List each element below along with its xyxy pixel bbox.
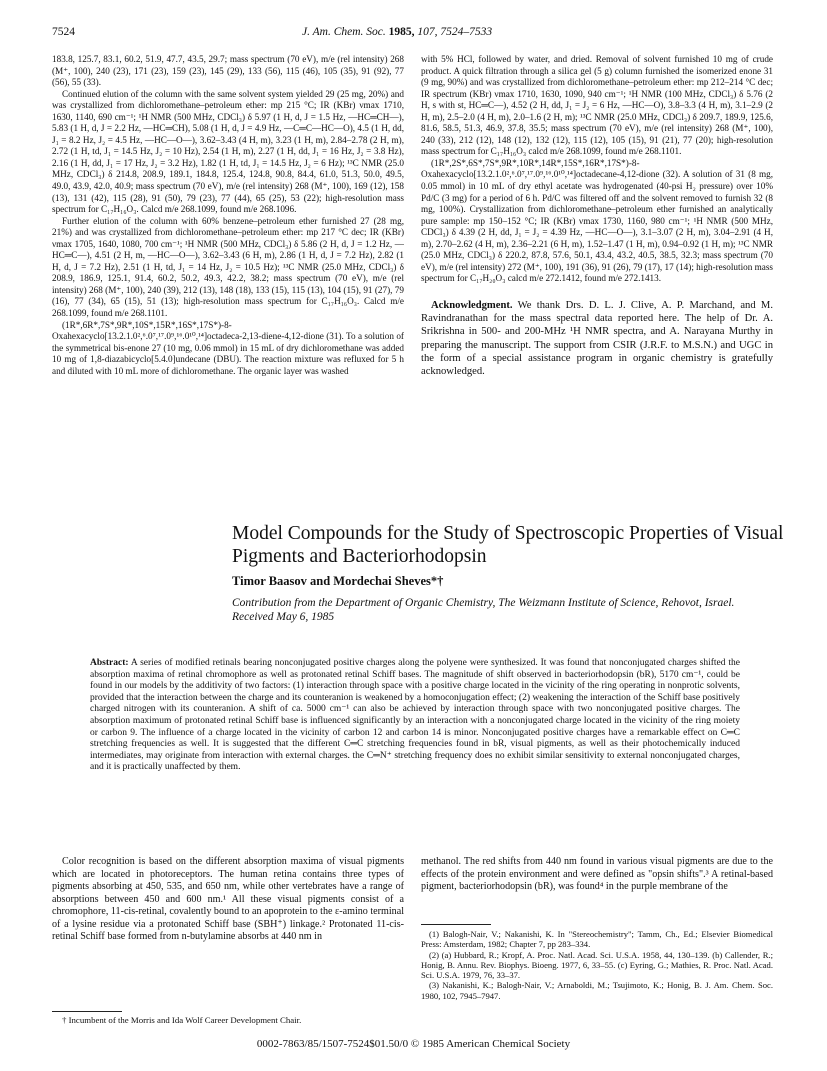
article-affiliation: Contribution from the Department of Organic Chemistry, The Weizmann Institute of Science, Rehovot, Israel. Received May 6, 1985 xyxy=(232,597,735,623)
running-header xyxy=(0,26,827,42)
footnote: † Incumbent of the Morris and Ida Wolf Career Development Chair. xyxy=(62,1015,302,1025)
journal-name: J. Am. Chem. Soc. xyxy=(302,26,386,38)
abstract xyxy=(90,658,740,774)
reference-item: (1) Balogh-Nair, V.; Nakanishi, K. In "Stereochemistry"; Tamm, Ch., Ed.; Elsevier Biomedical Press: Amsterdam, 1982; Chapter 7, pp 283–334. xyxy=(421,929,773,950)
paragraph: (1R*,6R*,7S*,9R*,10S*,15R*,16S*,17S*)-8-Oxahexacyclo[13.2.1.0²,⁶.0⁷,¹⁷.0⁹,¹⁶.0¹⁰,¹⁴]octadeca-2,13-diene-4,12-dione (31). To a solution of the symmetrical bis-enone 27 (10 mg, 0.06 mmol) in 15 mL of dry dichloromethane was added 10 mg of 1,8-diazabicyclo[5.4.0]undecane (DBU). The reaction mixture was refluxed for 5 h and diluted with 10 mL more of dichloromethane. The organic layer was washed xyxy=(52,319,404,376)
paragraph: (1R*,2S*,6S*,7S*,9R*,10R*,14R*,15S*,16R*,17S*)-8-Oxahexacyclo[13.2.1.0²,⁶.0⁷,¹⁷.0⁹,¹⁶.0¹⁰,¹⁴]octadecane-4,12-dione (32). A solution of 31 (8 mg, 0.05 mmol) in 10 mL of dry ethyl acetate was hydrogenated (40-psi H₂ pressure) over 10% Pd/C (3 mg) for a period of 6 h. Pd/C was filtered off and the solvent removed to furnish 32 (8 mg, 100%). Crystallization from dichloromethane–petroleum ether furnished an analytically pure sample: mp 150–152 °C; IR (KBr) νmax 1730, 1160, 980 cm⁻¹; ¹H NMR (500 MHz, CDCl₃) δ 4.39 (2 H, dd, J₁ = J₂ = 4.39 Hz, —HC—O—), 3.1–3.07 (2 H, m), 3.04–2.91 (4 H, m), 2.70–2.62 (4 H, m), 2.36–2.21 (6 H, m), 1.52–1.47 (1 H, m), 0.94–0.92 (1 H, m); ¹³C NMR (25.0 MHz, CDCl₃) δ 220.2, 87.8, 57.6, 50.1, 43.4, 43.2, 40.5, 38.5, 32.3; mass spectrum (70 eV), m/e (rel intensity) 272 (M⁺, 100), 191 (36), 91 (26), 79 (17), 17 (14); high-resolution mass spectrum for C₁₇H₂₀O₃ calcd m/e 272.1412, found m/e 272.1413. xyxy=(421,157,773,284)
paragraph: with 5% HCl, followed by water, and dried. Removal of solvent furnished 10 mg of crude product. A quick filtration through a silica gel (5 g) column furnished the isomerized enone 31 (9 mg, 90%) and was crystallized from dichloromethane–petroleum ether: mp 212–214 °C dec; IR spectrum (KBr) νmax 1710, 1630, 1090, 940 cm⁻¹; ¹H NMR (100 MHz, CDCl₃) δ 5.76 (2 H, s with st, HC═C—), 4.52 (2 H, dd, J₁ = J₂ = 6 Hz, —HC—O), 3.8–3.3 (4 H, m), 3.1–2.9 (2 H, m), 2.5–2.0 (4 H, m), 2.0–1.6 (2 H, m); ¹³C NMR (25.0 MHz, CDCl₃) δ 209.7, 189.9, 125.6, 81.6, 58.5, 51.3, 46.9, 37.8, 35.5; mass spectrum (70 eV), m/e (rel intensity) 268 (M⁺, 100), 240 (33), 212 (12), 148 (12), 132 (12), 115 (12), 105 (15), 91 (21), 77 (20); high-resolution mass spectrum for C₁₇H₁₆O₃ calcd m/e 268.1099, found m/e 268.1101. xyxy=(421,54,773,157)
acknowledgment xyxy=(421,299,773,378)
abstract-label: Abstract: xyxy=(90,658,129,668)
journal-volume-pages: 107, 7524–7533 xyxy=(417,26,493,38)
journal-citation xyxy=(302,26,492,38)
references-rule xyxy=(421,924,491,925)
references xyxy=(421,929,773,1001)
article-title: Model Compounds for the Study of Spectroscopic Properties of Visual Pigments and Bacteriorhodopsin xyxy=(232,523,784,567)
article-authors: Timor Baasov and Mordechai Sheves*† xyxy=(232,574,444,588)
experimental-right-column xyxy=(421,54,773,378)
footnote-rule xyxy=(52,1011,122,1012)
page-number: 7524 xyxy=(52,26,75,38)
paragraph: 183.8, 125.7, 83.1, 60.2, 51.9, 47.7, 43.5, 29.7; mass spectrum (70 eV), m/e (rel intensity) 268 (M⁺, 100), 240 (23), 171 (23), 159 (23), 145 (29), 133 (56), 115 (46), 105 (35), 91 (92), 77 (56), 55 (33). xyxy=(52,54,404,88)
body-text-right: methanol. The red shifts from 440 nm found in various visual pigments are due to the effects of the protein environment and were defined as "opsin shifts".³ A retinal-based pigment, bacteriorhodopsin (bR), was found⁴ in the purple membrane of the xyxy=(421,856,773,892)
acknowledgment-text: We thank Drs. D. L. J. Clive, A. P. Marchand, and M. Ravindranathan for the mass spectral data reported here. The help of Dr. A. Srikrishna in 500- and 200-MHz ¹H NMR spectra, and A. Narayana Murthy in preparing the manuscript. The support from CSIR (J.R.F. to M.S.N.) and UGC in the form of a special assistance program in organic chemistry is gratefully acknowledged. xyxy=(421,299,773,377)
acknowledgment-label: Acknowledgment. xyxy=(431,299,513,311)
reference-item: (3) Nakanishi, K.; Balogh-Nair, V.; Arnaboldi, M.; Tsujimoto, K.; Honig, B. J. Am. Chem. Soc. 1980, 102, 7945–7947. xyxy=(421,980,773,1001)
paragraph: Further elution of the column with 60% benzene–petroleum ether furnished 27 (28 mg, 21%) and was crystallized from dichloromethane–petroleum ether: mp 217 °C dec; IR (KBr) νmax 1705, 1640, 1080, 700 cm⁻¹; ¹H NMR (500 MHz, CDCl₃) δ 5.86 (2 H, d, J = 1.2 Hz, —HC═C—), 4.51 (2 H, m, —HC—O—), 3.62–3.43 (6 H, m), 2.86 (1 H, d, J = 7.2 Hz), 2.82 (1 H, d, J = 7.2 Hz), 2.51 (1 H, td, J₁ = 14 Hz, J₂ = 10.5 Hz); ¹³C NMR (25.0 MHz, CDCl₃) δ 208.9, 186.9, 125.1, 91.4, 60.2, 50.2, 49.3, 42.2, 38.2; mass spectrum (70 eV), m/e (rel intensity) 268 (M⁺, 100), 240 (39), 212 (13), 148 (18), 133 (15), 115 (13), 104 (15), 91 (27), 79 (16), 77 (34), 65 (15), 51 (13); high-resolution mass spectrum for C₁₇H₁₆O₃. Calcd m/e 268.1099, found m/e 268.1101. xyxy=(52,215,404,319)
copyright-footer: 0002-7863/85/1507-7524$01.50/0 © 1985 American Chemical Society xyxy=(256,1038,571,1050)
abstract-text: A series of modified retinals bearing nonconjugated positive charges along the polyene were synthesized. It was found that nonconjugated charges shifted the absorption maxima of retinal chromophore as well as protonated retinal Schiff bases. The magnitude of shift observed in bacteriorhodopsin (bR), 5170 cm⁻¹, could be found in our models by the additivity of two factors: (1) interaction through space with a positive charge located in the vicinity of the ring operating in nonprotic solvents, provided that the interaction between the charge and its counteranion is weakened by a homoconjugation effect; (2) weakening the interaction of the Schiff base positively charged nitrogen with its counteranion. A shift of ca. 5000 cm⁻¹ can also be achieved by interaction through space with two nonconjugated positive charges. The absorption maximum of protonated retinal Schiff base is influenced significantly by an interaction with a nonconjugated charge located in the vicinity of the ring moiety or carbon 9. The influence of a charge located in the vicinity of carbon 12 and carbon 14 is minor. Nonconjugated positive charges have a remarkable effect on C═C stretching frequencies as well. It is suggested that the different C═C stretching frequencies found in bR, visual pigments, as well as their photochemically induced intermediates, may originate from interaction with external charges. the C═N⁺ stretching frequency does no exhibit similar sensitivity to external nonconjugated charges, and it is practically unaffected by them. xyxy=(90,658,740,773)
reference-item: (2) (a) Hubbard, R.; Kropf, A. Proc. Natl. Acad. Sci. U.S.A. 1958, 44, 130–139. (b) Callender, R.; Honig, B. Annu. Rev. Biophys. Bioeng. 1977, 6, 33–55. (c) Eyring, G.; Mathies, R. Proc. Natl. Acad. Sci. U.S.A. 1979, 76, 33–37. xyxy=(421,949,773,981)
experimental-left-column xyxy=(52,54,404,377)
paragraph: Continued elution of the column with the same solvent system yielded 29 (25 mg, 20%) and was crystallized from dichloromethane–petroleum ether: mp 215 °C; IR (KBr) νmax 1710, 1630, 1140, 690 cm⁻¹; ¹H NMR (500 MHz, CDCl₃) δ 5.97 (1 H, d, J = 1.5 Hz, —HC═CH—), 5.83 (1 H, d, J = 2.2 Hz, —HC═CH), 5.08 (1 H, d, J = 4.9 Hz, —C═C—HC—O), 4.5 (1 H, dd, J₁ = 8.2 Hz, J₂ = 4.5 Hz, —HC—O—), 3.62–3.43 (4 H, m), 3.23 (1 H, m), 2.84–2.78 (2 H, m), 2.72 (1 H, td, J₁ = 14.5 Hz, J₂ = 10 Hz), 2.54 (1 H, m), 2.27 (1 H, dd, J₁ = 16 Hz, J₂ = 3.8 Hz), 2.16 (1 H, dd, J₁ = 17 Hz, J₂ = 3.2 Hz), 1.82 (1 H, td, J₁ = 14.5 Hz, J₂ = 6 Hz); ¹³C NMR (25.0 MHz, CDCl₃) δ 214.8, 208.9, 189.1, 184.8, 125.4, 124.8, 90.8, 84.4, 61.0, 51.3, 50.0, 49.5, 49.0, 43.9, 42.0, 40.9; mass spectrum (70 eV), m/e (rel intensity) 268 (M⁺, 100), 169 (12), 158 (13), 131 (42), 115 (28), 91 (50), 79 (23), 77 (44), 65 (25), 53 (22); high-resolution mass spectrum for C₁₇H₁₆O₃. Calcd m/e 268.1099, found m/e 268.1096. xyxy=(52,88,404,215)
journal-year: 1985, xyxy=(388,26,415,38)
body-text-left: Color recognition is based on the different absorption maxima of visual pigments which are located in photoreceptors. The human retina contains three types of pigments absorbing at 450, 535, and 650 nm, while other vertebrates have a range of absorptions between 450 and 600 nm.¹ All these visual pigments consist of a chromophore, 11-cis-retinal, covalently bound to an apoprotein to the ε-amino terminal of a lysine residue via a protonated Schiff base (SBH⁺) linkage.² Protonated 11-cis-retinal Schiff base formed from n-butylamine absorbs at 440 nm in xyxy=(52,856,404,942)
